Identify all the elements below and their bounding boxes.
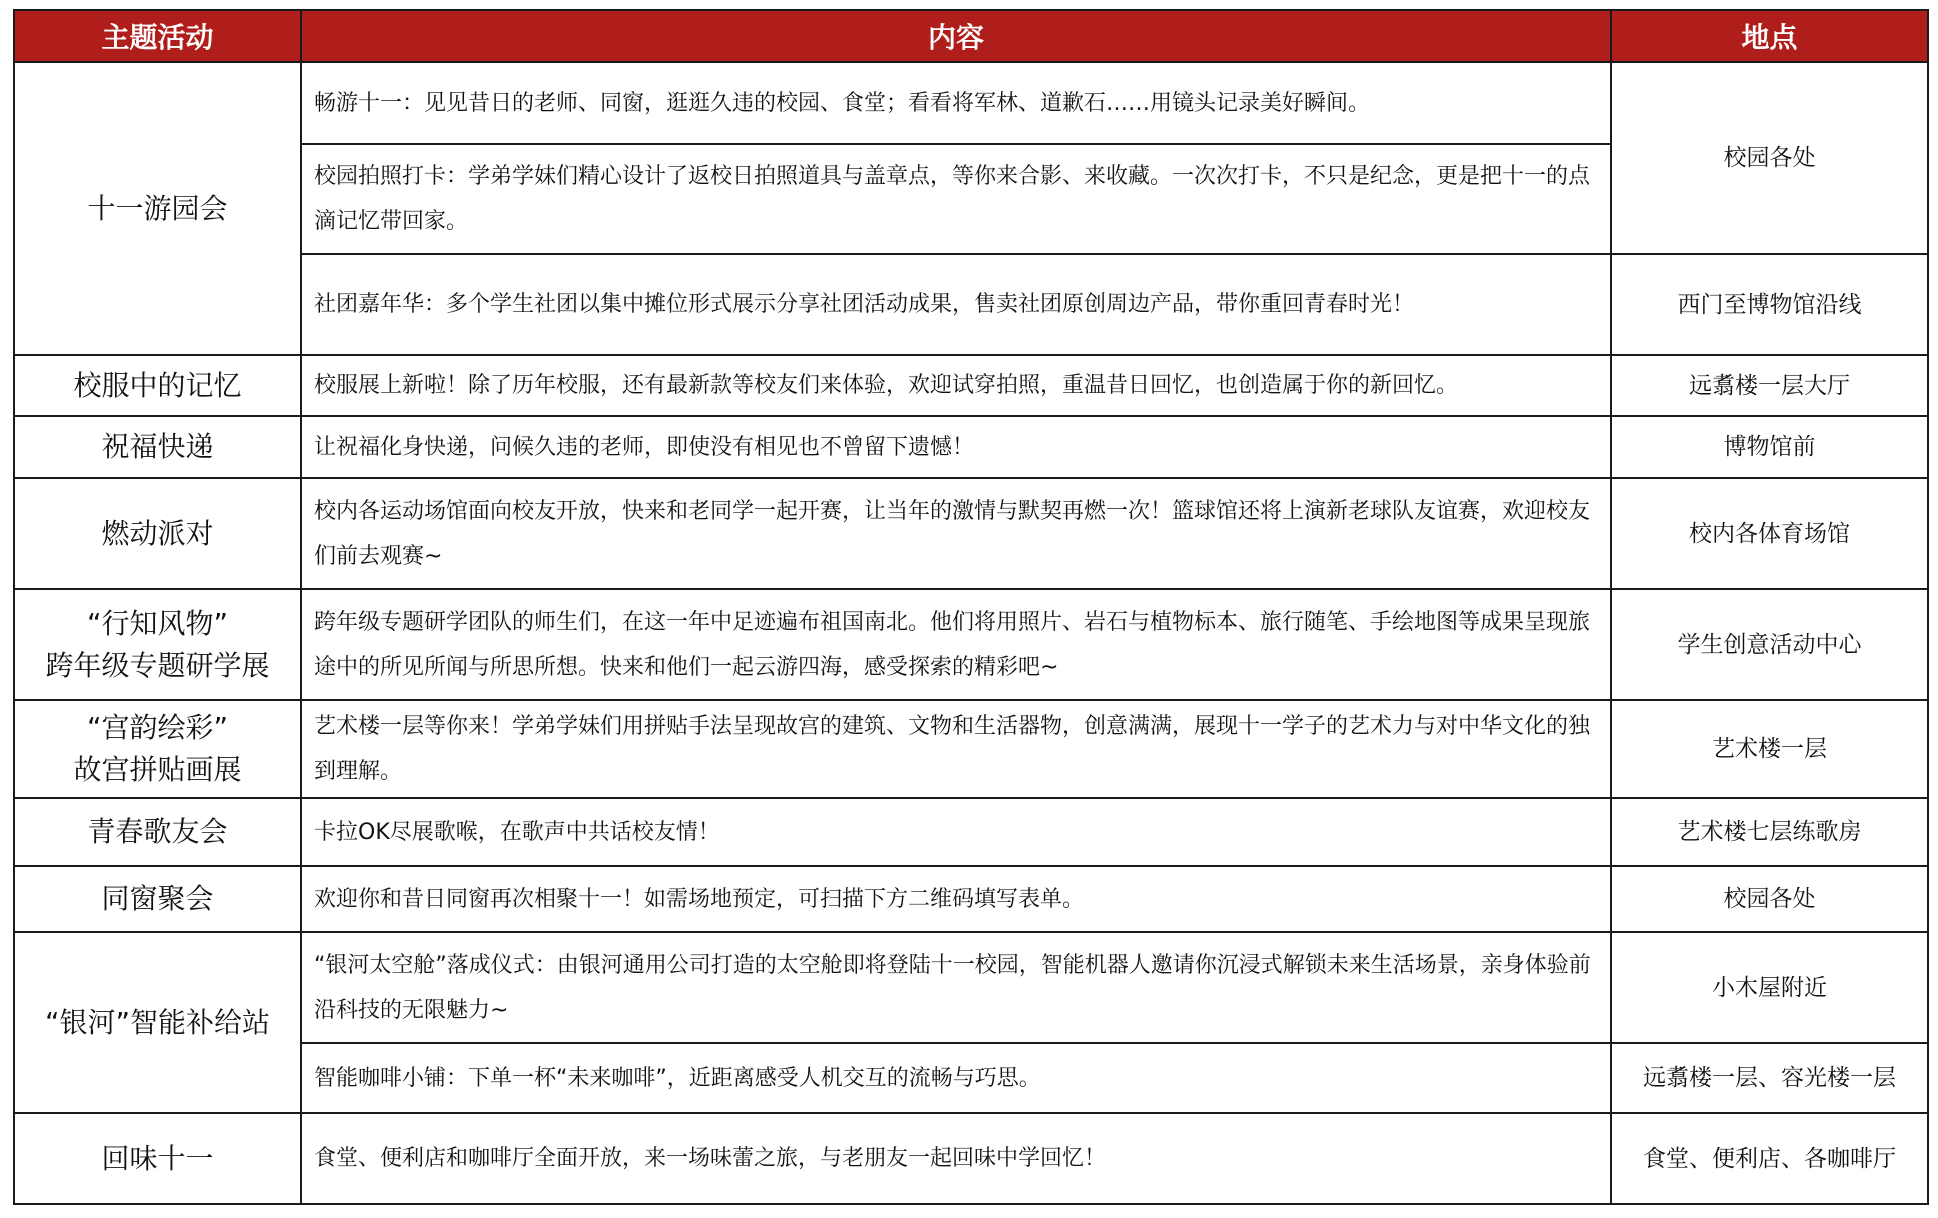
theme-cell: 祝福快递 (14, 416, 301, 478)
location-cell: 博物馆前 (1611, 416, 1928, 478)
theme-cell: “行知风物” 跨年级专题研学展 (14, 589, 301, 700)
location-cell: 远翥楼一层、容光楼一层 (1611, 1043, 1928, 1113)
content-cell: 卡拉OK尽展歌喉，在歌声中共话校友情！ (301, 798, 1611, 866)
header-content: 内容 (301, 10, 1611, 62)
location-cell: 校园各处 (1611, 62, 1928, 254)
content-cell: 社团嘉年华：多个学生社团以集中摊位形式展示分享社团活动成果，售卖社团原创周边产品，带你重回青春时光！ (301, 254, 1611, 355)
content-cell: 智能咖啡小铺：下单一杯“未来咖啡”，近距离感受人机交互的流畅与巧思。 (301, 1043, 1611, 1113)
content-cell: 食堂、便利店和咖啡厅全面开放，来一场味蕾之旅，与老朋友一起回味中学回忆！ (301, 1113, 1611, 1204)
content-cell: 校内各运动场馆面向校友开放，快来和老同学一起开赛，让当年的激情与默契再燃一次！篮球馆还将上演新老球队友谊赛，欢迎校友们前去观赛~ (301, 478, 1611, 589)
content-cell: 跨年级专题研学团队的师生们，在这一年中足迹遍布祖国南北。他们将用照片、岩石与植物标本、旅行随笔、手绘地图等成果呈现旅途中的所见所闻与所思所想。快来和他们一起云游四海，感受探索的精彩吧~ (301, 589, 1611, 700)
content-cell: 校园拍照打卡：学弟学妹们精心设计了返校日拍照道具与盖章点，等你来合影、来收藏。一次次打卡，不只是纪念，更是把十一的点滴记忆带回家。 (301, 144, 1611, 254)
content-cell: 艺术楼一层等你来！学弟学妹们用拼贴手法呈现故宫的建筑、文物和生活器物，创意满满，展现十一学子的艺术力与对中华文化的独到理解。 (301, 700, 1611, 798)
theme-cell: 青春歌友会 (14, 798, 301, 866)
table-row (14, 1113, 1928, 1204)
location-cell: 艺术楼一层 (1611, 700, 1928, 798)
location-cell: 西门至博物馆沿线 (1611, 254, 1928, 355)
location-cell: 食堂、便利店、各咖啡厅 (1611, 1113, 1928, 1204)
location-cell: 远翥楼一层大厅 (1611, 355, 1928, 416)
theme-cell: 校服中的记忆 (14, 355, 301, 416)
table-row (14, 866, 1928, 932)
table-row (14, 254, 1928, 355)
table-row (14, 932, 1928, 1043)
location-cell: 校内各体育场馆 (1611, 478, 1928, 589)
location-cell: 学生创意活动中心 (1611, 589, 1928, 700)
content-cell: 畅游十一：见见昔日的老师、同窗，逛逛久违的校园、食堂；看看将军林、道歉石……用镜头记录美好瞬间。 (301, 62, 1611, 144)
content-cell: 校服展上新啦！除了历年校服，还有最新款等校友们来体验，欢迎试穿拍照，重温昔日回忆，也创造属于你的新回忆。 (301, 355, 1611, 416)
table-row (14, 589, 1928, 700)
theme-cell: “宫韵绘彩” 故宫拼贴画展 (14, 700, 301, 798)
header-row (14, 10, 1928, 62)
theme-cell: 十一游园会 (14, 62, 301, 355)
header-theme: 主题活动 (14, 10, 301, 62)
activity-schedule-table (13, 9, 1929, 1205)
content-cell: 让祝福化身快递，问候久违的老师，即使没有相见也不曾留下遗憾！ (301, 416, 1611, 478)
content-cell: “银河太空舱”落成仪式：由银河通用公司打造的太空舱即将登陆十一校园，智能机器人邀请你沉浸式解锁未来生活场景，亲身体验前沿科技的无限魅力~ (301, 932, 1611, 1043)
table-row (14, 798, 1928, 866)
table-row (14, 1043, 1928, 1113)
table-row (14, 478, 1928, 589)
theme-cell: 燃动派对 (14, 478, 301, 589)
table-row (14, 700, 1928, 798)
theme-cell: 回味十一 (14, 1113, 301, 1204)
theme-cell: 同窗聚会 (14, 866, 301, 932)
location-cell: 小木屋附近 (1611, 932, 1928, 1043)
theme-cell: “银河”智能补给站 (14, 932, 301, 1113)
table-row (14, 355, 1928, 416)
content-cell: 欢迎你和昔日同窗再次相聚十一！如需场地预定，可扫描下方二维码填写表单。 (301, 866, 1611, 932)
table-row (14, 62, 1928, 144)
location-cell: 校园各处 (1611, 866, 1928, 932)
location-cell: 艺术楼七层练歌房 (1611, 798, 1928, 866)
table-row (14, 416, 1928, 478)
header-location: 地点 (1611, 10, 1928, 62)
